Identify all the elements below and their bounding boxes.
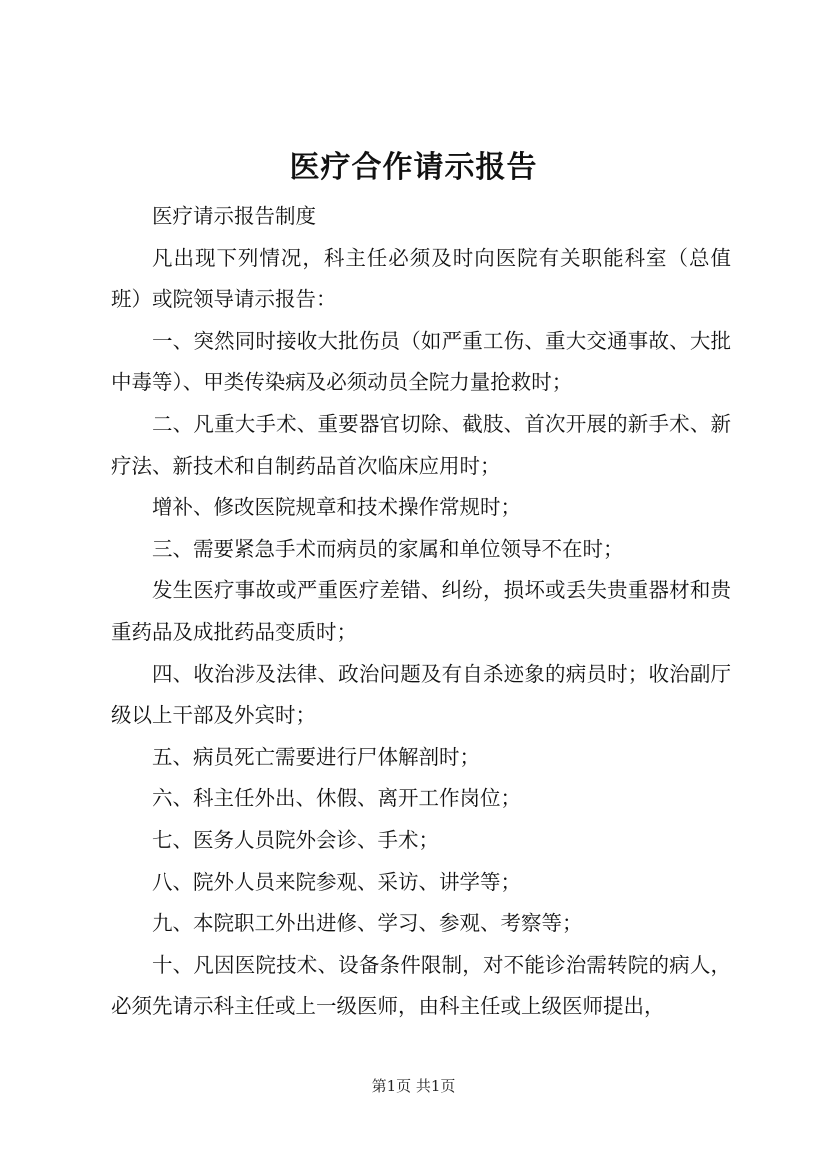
paragraph: 增补、修改医院规章和技术操作常规时； [152,495,521,520]
document-body [111,196,731,1028]
paragraph: 二、凡重大手术、重要器官切除、截肢、首次开展的新手术、新疗法、新技术和自制药品首次临床应用时； [111,411,731,478]
paragraph: 八、院外人员来院参观、采访、讲学等； [152,869,521,894]
page-number-footer: 第1页 共1页 [371,1077,456,1095]
paragraph: 一、突然同时接收大批伤员（如严重工伤、重大交通事故、大批中毒等）、甲类传染病及必须动员全院力量抢救时； [111,328,731,395]
paragraph: 医疗请示报告制度 [152,204,316,228]
paragraph: 六、科主任外出、休假、离开工作岗位； [152,786,521,811]
paragraph: 发生医疗事故或严重医疗差错、纠纷，损坏或丢失贵重器材和贵重药品及成批药品变质时； [111,578,731,644]
paragraph: 凡出现下列情况，科主任必须及时向医院有关职能科室（总值班）或院领导请示报告： [111,245,731,312]
paragraph: 九、本院职工外出进修、学习、参观、考察等； [152,911,583,936]
paragraph: 七、医务人员院外会诊、手术； [152,827,439,852]
paragraph: 十、凡因医院技术、设备条件限制，对不能诊治需转院的病人，必须先请示科主任或上一级医师，由科主任或上级医师提出， [111,952,731,1019]
document-title: 医疗合作请示报告 [289,150,538,185]
paragraph: 三、需要紧急手术而病员的家属和单位领导不在时； [152,536,624,561]
paragraph: 四、收治涉及法律、政治问题及有自杀迹象的病员时；收治副厅级以上干部及外宾时； [111,661,731,728]
paragraph: 五、病员死亡需要进行尸体解剖时； [152,744,480,769]
